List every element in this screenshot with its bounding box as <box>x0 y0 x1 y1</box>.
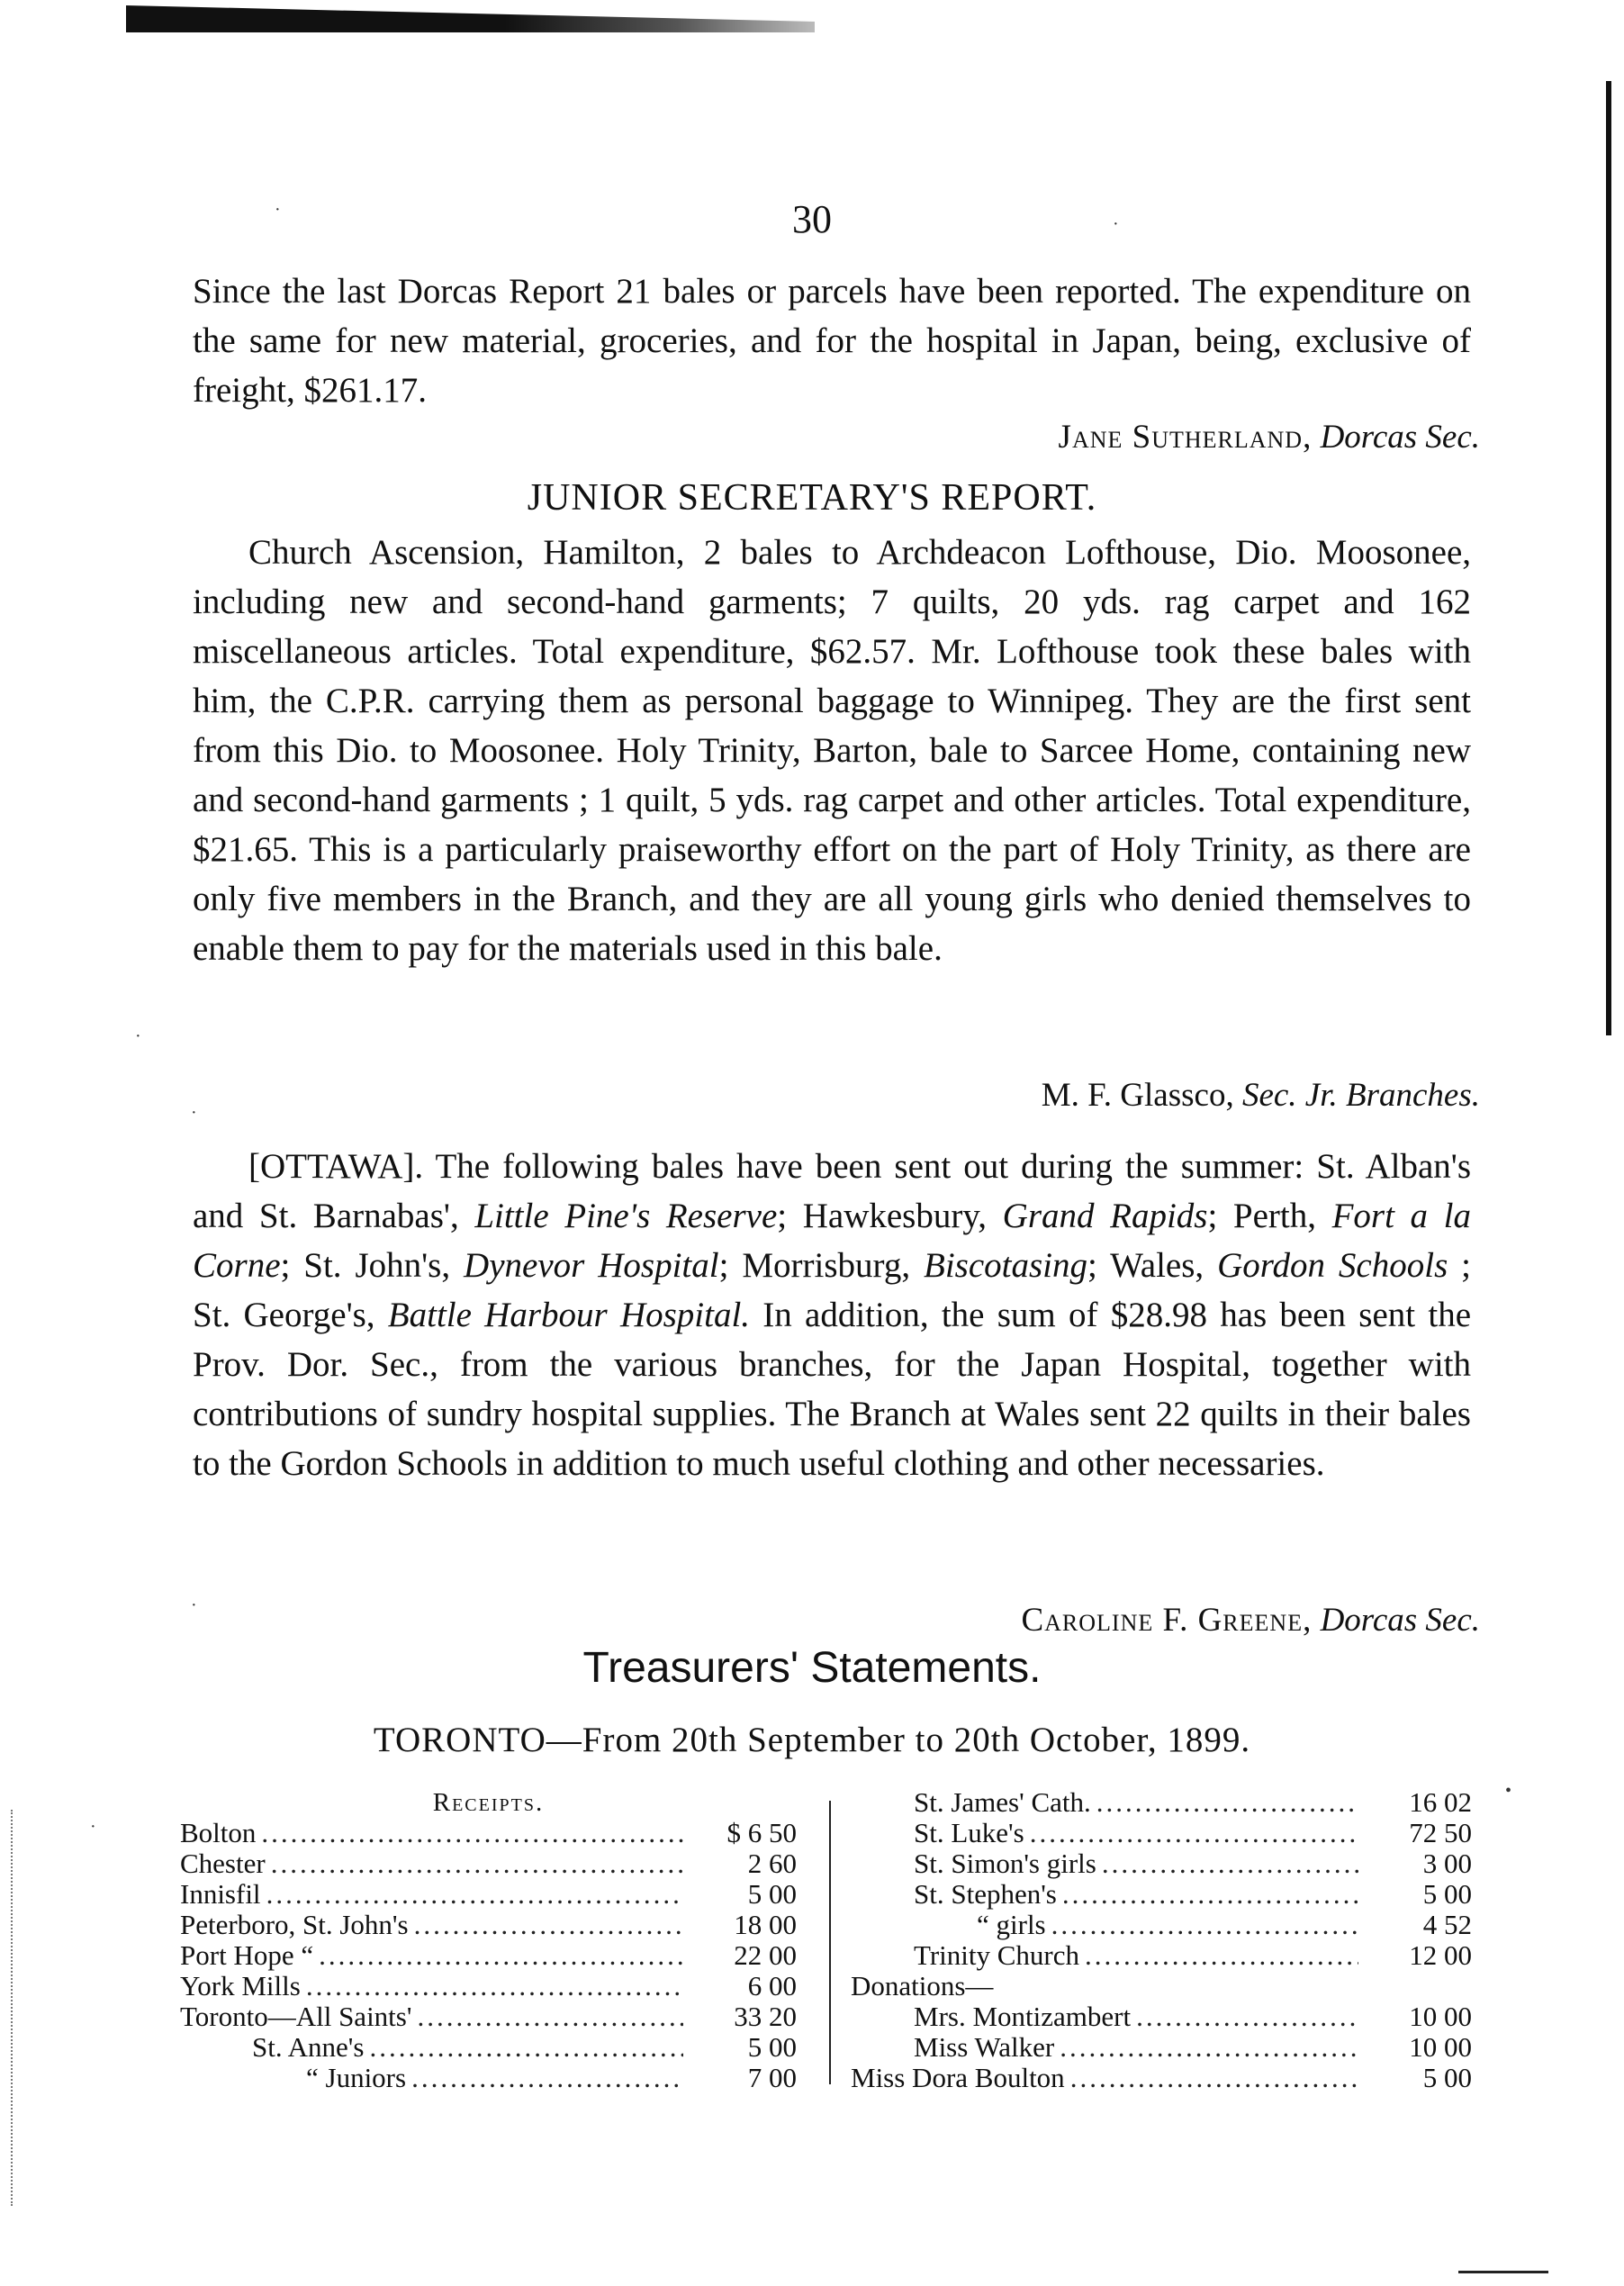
ottawa-place: Dynevor Hospital <box>464 1246 719 1285</box>
receipts-right-column <box>851 1787 1472 2093</box>
page-number: 30 <box>792 197 832 241</box>
signature-title: Dorcas Sec. <box>1320 419 1480 456</box>
dot-leader <box>319 1940 683 1971</box>
ledger-row <box>180 1879 797 1910</box>
ottawa-place: Grand Rapids <box>1002 1197 1208 1235</box>
dot-leader <box>411 2063 683 2093</box>
dot-leader <box>369 2032 683 2063</box>
dot-leader <box>1136 2001 1358 2032</box>
ledger-label: St. Anne's <box>252 2031 365 2063</box>
ledger-amount: 5 00 <box>1422 2062 1472 2093</box>
ledger-amount: 10 00 <box>1409 2031 1472 2063</box>
junior-report-heading: JUNIOR SECRETARY'S REPORT. <box>527 477 1097 519</box>
ledger-amount: 33 20 <box>734 2001 797 2032</box>
ledger-row <box>851 2001 1472 2032</box>
ottawa-text: ; Morrisburg, <box>718 1246 925 1285</box>
dot-leader <box>417 2001 683 2032</box>
dorcas-report-signature <box>1059 415 1480 460</box>
ledger-label: York Mills <box>180 1970 301 2001</box>
speck: · <box>191 1595 197 1615</box>
ottawa-report-signature <box>1021 1598 1480 1643</box>
dot-leader <box>271 1848 683 1879</box>
ledger-label: St. Simon's girls <box>914 1848 1096 1879</box>
dot-leader <box>1085 1940 1358 1971</box>
ledger-row <box>851 1818 1472 1848</box>
ledger-amount: 10 00 <box>1409 2001 1472 2032</box>
signature-title: Dorcas Sec. <box>1320 1602 1480 1639</box>
ledger-label: Trinity Church <box>914 1939 1080 1971</box>
speck: · <box>90 1817 96 1837</box>
signature-name: Caroline F. Greene, <box>1021 1602 1313 1639</box>
ottawa-text: [OTTAWA]. The following bales have been sent out during the summer: St. Alban's and St. Barnabas', <box>193 1147 1471 1235</box>
ledger-amount: 5 00 <box>747 1878 797 1910</box>
ledger-label: Innisfil <box>180 1878 261 1910</box>
signature-name: Jane Sutherland, <box>1058 419 1313 456</box>
ledger-amount: 5 00 <box>1422 1878 1472 1910</box>
ledger-amount: 6 00 <box>747 1970 797 2001</box>
ledger-amount: 72 50 <box>1409 1817 1472 1848</box>
dot-leader <box>261 1818 683 1848</box>
ledger-label: St. Stephen's <box>914 1878 1057 1910</box>
dot-leader <box>414 1910 683 1940</box>
ledger-amount: 4 52 <box>1422 1909 1472 1940</box>
ledger-amount: $ 6 50 <box>726 1817 797 1848</box>
speck: · <box>135 1026 141 1046</box>
speck: • <box>1505 1781 1512 1801</box>
dorcas-report-paragraph: Since the last Dorcas Report 21 bales or parcels have been reported. The expenditure on the same for new material, groceries, and for the hospital in Japan, being, exclusive of freight, $261.17. <box>193 272 1471 410</box>
ledger-row <box>180 1818 797 1848</box>
ledger-row <box>851 2063 1472 2093</box>
ottawa-place: Battle Harbour Hospital. <box>387 1296 751 1334</box>
ledger-row <box>180 2001 797 2032</box>
column-divider <box>829 1801 831 2084</box>
treasurers-subheading: TORONTO—From 20th September to 20th October, 1899. <box>373 1721 1251 1759</box>
ottawa-place: Gordon Schools <box>1217 1246 1448 1285</box>
dot-leader <box>1051 1910 1358 1940</box>
signature-title: Sec. Jr. Branches. <box>1241 1077 1480 1114</box>
ledger-row <box>180 2032 797 2063</box>
ledger-label: St. Luke's <box>914 1817 1024 1848</box>
ottawa-text: In addition, the sum of $28.98 has been sent the Prov. Dor. Sec., from the various branches, for the Japan Hospital, together with contributions of sundry hospital supplies. The Branch at Wales sent 22 quilts in their bales to the Gordon Schools in addition to much useful clothing and other necessaries. <box>193 1296 1472 1483</box>
receipts-left-column <box>180 1787 797 2093</box>
ledger-label: Peterboro, St. John's <box>180 1909 409 1940</box>
ledger-amount: 2 60 <box>747 1848 797 1879</box>
dot-leader <box>266 1879 683 1910</box>
treasurers-heading: Treasurers' Statements. <box>582 1644 1042 1692</box>
ottawa-text: ; Wales, <box>1087 1246 1218 1285</box>
ledger-amount: 3 00 <box>1422 1848 1472 1879</box>
dot-leader <box>1030 1818 1358 1848</box>
ledger-label: St. James' Cath. <box>914 1786 1091 1818</box>
ledger-row <box>851 1879 1472 1910</box>
ledger-amount: 16 02 <box>1409 1786 1472 1818</box>
ottawa-place: Fort a la Corne <box>193 1197 1471 1285</box>
signature-name: M. F. Glassco, <box>1041 1077 1234 1114</box>
ledger-row <box>851 1940 1472 1971</box>
dot-leader <box>1096 1787 1358 1818</box>
margin-marks <box>11 1810 25 2206</box>
speck: · <box>275 200 281 220</box>
ledger-label: Miss Dora Boulton <box>851 2062 1065 2093</box>
ledger-label: “ girls <box>977 1909 1046 1940</box>
speck: · <box>1113 214 1119 234</box>
ledger-row <box>180 1971 797 2001</box>
receipts-heading: Receipts. <box>432 1788 545 1817</box>
ledger-row <box>851 1787 1472 1818</box>
dot-leader <box>1060 2032 1358 2063</box>
ledger-row <box>851 1910 1472 1940</box>
ottawa-text: ; St. George's, <box>193 1246 1472 1334</box>
ledger-row <box>851 1848 1472 1879</box>
ledger-amount: 18 00 <box>734 1909 797 1940</box>
ledger-label: Port Hope “ <box>180 1939 314 1971</box>
ledger-row <box>851 1971 1472 2001</box>
ottawa-text: ; Perth, <box>1207 1197 1332 1235</box>
junior-report-paragraph: Church Ascension, Hamilton, 2 bales to Archdeacon Lofthouse, Dio. Moosonee, including new and second-hand garments; 7 quilts, 20 yds. rag carpet and 162 miscellaneous articles. Total expenditure, $62.57. Mr. Lofthouse took these bales with him, the C.P.R. carrying them as personal baggage to Winnipeg. They are the first sent from this Dio. to Moosonee. Holy Trinity, Barton, bale to Sarcee Home, containing new and second-hand garments ; 1 quilt, 5 yds. rag carpet and other articles. Total expenditure, $21.65. This is a particularly praiseworthy effort on the part of Holy Trinity, as there are only five members in the Branch, and they are all young girls who denied themselves to enable them to pay for the materials used in this bale. <box>193 533 1471 968</box>
speck: · <box>191 1103 197 1123</box>
ottawa-text: ; Hawkesbury, <box>777 1197 1003 1235</box>
dot-leader <box>1070 2063 1358 2093</box>
scan-edge-bar <box>126 5 815 32</box>
ledger-row <box>180 1910 797 1940</box>
ledger-amount: 22 00 <box>734 1939 797 1971</box>
ledger-label: Toronto—All Saints' <box>180 2001 412 2032</box>
ledger-row <box>180 2063 797 2093</box>
ledger-amount: 12 00 <box>1409 1939 1472 1971</box>
ottawa-text: ; St. John's, <box>280 1246 465 1285</box>
dot-leader <box>1102 1848 1358 1879</box>
ledger-row <box>851 2032 1472 2063</box>
ledger-label: Bolton <box>180 1817 257 1848</box>
ledger-amount: 7 00 <box>747 2062 797 2093</box>
ledger-label: “ Juniors <box>306 2062 407 2093</box>
ledger-label: Miss Walker <box>914 2031 1055 2063</box>
ledger-label: Mrs. Montizambert <box>914 2001 1132 2032</box>
junior-report-signature <box>1042 1073 1480 1118</box>
ledger-amount: 5 00 <box>747 2031 797 2063</box>
ottawa-place: Biscotasing <box>924 1246 1088 1285</box>
scan-edge-rule-bottom <box>1458 2271 1548 2273</box>
ottawa-report-paragraph <box>193 1142 1471 1488</box>
ledger-label: Chester <box>180 1848 266 1879</box>
ledger-label: Donations— <box>851 1970 994 2001</box>
ottawa-place: Little Pine's Reserve <box>474 1197 778 1235</box>
dot-leader <box>1062 1879 1358 1910</box>
ledger-row <box>180 1940 797 1971</box>
dot-leader <box>306 1971 683 2001</box>
ledger-row <box>180 1848 797 1879</box>
